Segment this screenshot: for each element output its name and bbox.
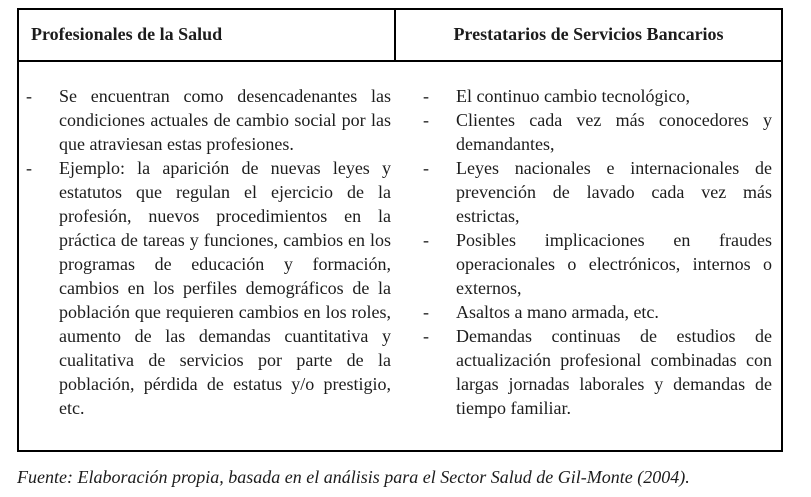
- list-item: [26, 156, 391, 420]
- bullet-dash: -: [26, 86, 32, 106]
- bullet-dash: -: [423, 158, 429, 178]
- table-header-row: [19, 10, 781, 62]
- list-item: [423, 156, 772, 228]
- bullet-dash: -: [423, 86, 429, 106]
- bullet-dash: -: [423, 302, 429, 322]
- bullet-dash: -: [26, 158, 32, 178]
- list-item-text: Asaltos a mano armada, etc.: [456, 302, 659, 322]
- table-body-row: [19, 62, 781, 450]
- list-item: [423, 84, 772, 108]
- header-label-servicios-bancarios: Prestatarios de Servicios Bancarios: [453, 24, 724, 45]
- column-servicios-bancarios: [396, 84, 781, 420]
- bullet-dash: -: [423, 230, 429, 250]
- list-item-text: Posibles implicaciones en fraudes operacionales o electrónicos, internos o externos,: [456, 230, 772, 298]
- list-item: [423, 300, 772, 324]
- header-cell-profesionales-salud: [19, 10, 396, 60]
- list-item-text: El continuo cambio tecnológico,: [456, 86, 690, 106]
- list-item: [423, 228, 772, 300]
- bullet-dash: -: [423, 110, 429, 130]
- list-item: [423, 324, 772, 420]
- list-item-text: Clientes cada vez más conocedores y demandantes,: [456, 110, 772, 154]
- list-item-text: Se encuentran como desencadenantes las condiciones actuales de cambio social por las que atraviesan estas profesiones.: [59, 86, 391, 154]
- list-item-text: Leyes nacionales e internacionales de prevención de lavado cada vez más estrictas,: [456, 158, 772, 226]
- header-cell-servicios-bancarios: [396, 10, 781, 60]
- list-item-text: Demandas continuas de estudios de actualización profesional combinadas con largas jornadas laborales y demandas de tiempo familiar.: [456, 326, 772, 418]
- list-item: [26, 84, 391, 156]
- list-item-text: Ejemplo: la aparición de nuevas leyes y estatutos que regulan el ejercicio de la profesión, nuevos procedimientos en la práctica de tareas y funciones, cambios en los programas de educación y formación, cambios en los perfiles demográficos de la población que requieren cambios en los roles, aumento de las demandas cuantitativa y cualitativa de servicios por parte de la población, pérdida de estatus y/o prestigio, etc.: [59, 158, 391, 418]
- list-item: [423, 108, 772, 156]
- header-label-profesionales-salud: Profesionales de la Salud: [31, 24, 223, 45]
- comparison-table: [17, 8, 783, 452]
- column-profesionales-salud: [19, 84, 396, 420]
- bullet-dash: -: [423, 326, 429, 346]
- source-note-text: Fuente: Elaboración propia, basada en el análisis para el Sector Salud de Gil-Monte (2004).: [17, 467, 690, 487]
- salud-bullet-list: [26, 84, 391, 420]
- source-note: [17, 466, 783, 488]
- bancarios-bullet-list: [423, 84, 772, 420]
